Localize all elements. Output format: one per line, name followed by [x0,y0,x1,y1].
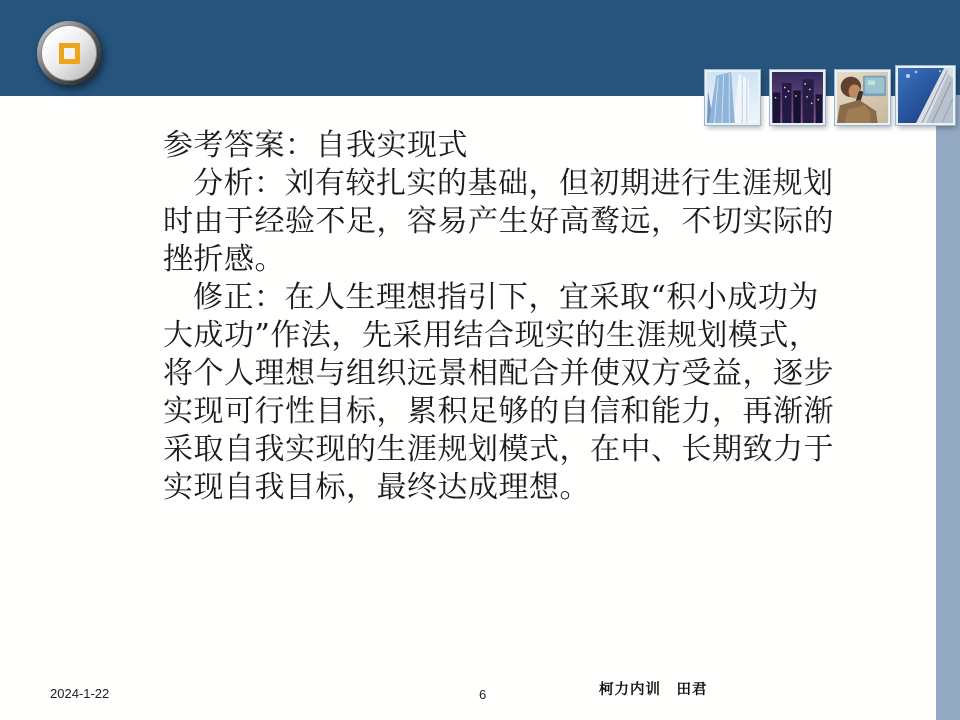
page-number: 6 [479,687,487,702]
footer-credit: 柯力内训 田君 [599,681,708,698]
text-line: 实现可行性目标，累积足够的自信和能力，再渐渐 [163,394,834,429]
logo-button [37,21,101,85]
text-line: 将个人理想与组织远景相配合并使双方受益，逐步 [163,356,834,391]
text-line: 参考答案：自我实现式 [163,128,468,163]
text-line: 大成功”作法，先采用结合现实的生涯规划模式， [163,318,820,353]
photo-skyscraper-sky [896,66,955,125]
text-line: 挫折感。 [163,242,285,277]
right-accent-strip [936,95,960,720]
photo-person-on-phone [835,70,890,125]
slide-text [163,127,889,507]
photo-glass-building [705,70,760,125]
photo-night-skyline [770,70,825,125]
text-line: 实现自我目标，最终达成理想。 [163,470,590,505]
orange-square-icon [59,43,80,64]
text-line: 采取自我实现的生涯规划模式，在中、长期致力于 [163,432,834,467]
text-line: 修正：在人生理想指引下，宜采取“积小成功为 [193,280,819,315]
text-line: 时由于经验不足，容易产生好高鹜远，不切实际的 [163,204,834,239]
logo-face [41,25,97,81]
footer-date: 2024-1-22 [50,686,110,701]
text-line: 分析：刘有较扎实的基础，但初期进行生涯规划 [193,166,834,201]
